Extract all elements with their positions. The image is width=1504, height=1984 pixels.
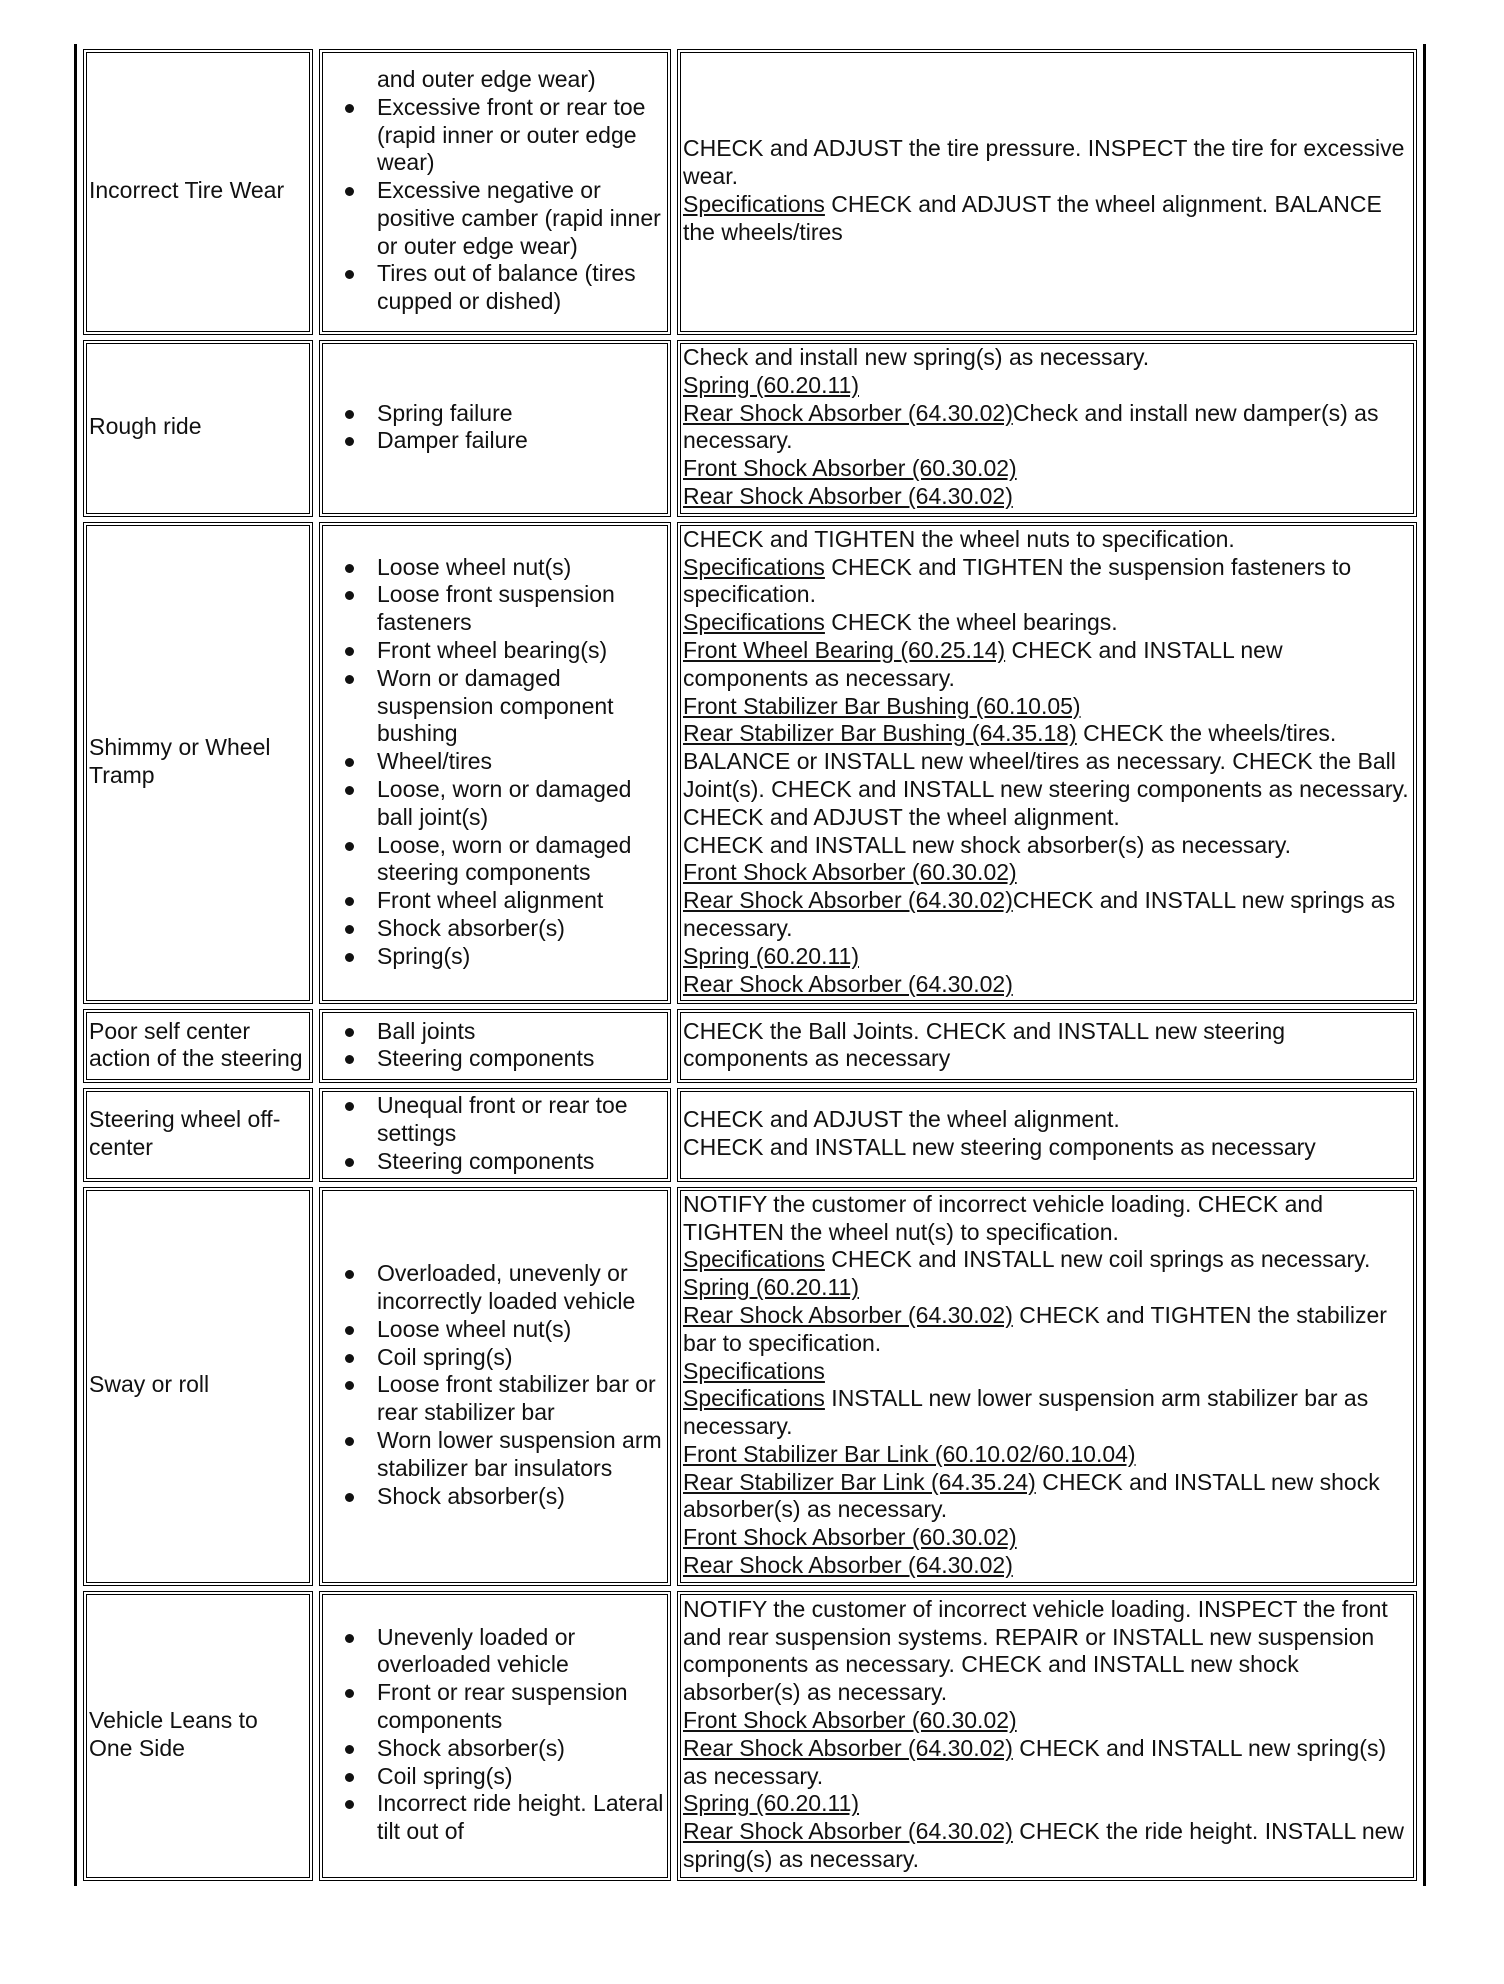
action-cell (677, 1088, 1417, 1181)
action-cell (677, 522, 1417, 1005)
cause-list-item: Coil spring(s) (377, 1344, 665, 1372)
procedure-link[interactable]: Rear Shock Absorber (64.30.02) (683, 1818, 1013, 1845)
action-text: CHECK and ADJUST the wheel alignment. BALANCE the wheels/tires (683, 191, 1382, 245)
possible-cause-cell (319, 49, 671, 335)
cause-list-item: Damper failure (377, 427, 665, 455)
action-text: NOTIFY the customer of incorrect vehicle loading. CHECK and TIGHTEN the wheel nut(s) to specification. (683, 1190, 1324, 1245)
cause-list-item: and outer edge wear) (377, 65, 596, 92)
procedure-link[interactable]: Spring (60.20.11) (683, 1790, 860, 1817)
procedure-link[interactable]: Front Stabilizer Bar Link (60.10.02/60.10.04) (683, 1440, 1136, 1467)
symptom-cell: Poor self center action of the steering (83, 1009, 313, 1083)
table-row (83, 522, 1417, 1005)
procedure-link[interactable]: Specifications (683, 1385, 825, 1412)
action-text: CHECK and ADJUST the wheel alignment. (683, 1106, 1120, 1133)
procedure-link[interactable]: Specifications (683, 1246, 825, 1273)
symptom-cell: Incorrect Tire Wear (83, 49, 313, 335)
cause-list-item: Shock absorber(s) (377, 915, 665, 943)
procedure-link[interactable]: Rear Shock Absorber (64.30.02) (683, 970, 1013, 997)
procedure-link[interactable]: Rear Shock Absorber (64.30.02) (683, 482, 1013, 509)
action-cell (677, 1591, 1417, 1881)
cause-list-item: Coil spring(s) (377, 1763, 665, 1791)
possible-cause-cell (319, 1591, 671, 1881)
procedure-link[interactable]: Spring (60.20.11) (683, 371, 860, 398)
symptom-cell: Steering wheel off-center (83, 1088, 313, 1181)
possible-cause-cell (319, 1009, 671, 1083)
cause-list-item: Excessive negative or positive camber (rapid inner or outer edge wear) (377, 177, 665, 260)
procedure-link[interactable]: Specifications (683, 191, 825, 217)
action-text: CHECK the wheel bearings. (824, 609, 1118, 636)
symptom-cell: Shimmy or Wheel Tramp (83, 522, 313, 1005)
action-text: CHECK the ride height. INSTALL new spring(s) as necessary. (683, 1818, 1405, 1873)
procedure-link[interactable]: Specifications (683, 553, 825, 580)
cause-list-item: Excessive front or rear toe (rapid inner or outer edge wear) (377, 94, 665, 177)
cause-list-item: Spring(s) (377, 943, 665, 971)
action-text: CHECK and INSTALL new steering components as necessary (683, 1134, 1316, 1161)
cause-list (325, 400, 665, 456)
action-text: CHECK the Ball Joints. CHECK and INSTALL new steering components as necessary (683, 1017, 1286, 1072)
procedure-link[interactable]: Front Shock Absorber (60.30.02) (683, 1707, 1017, 1734)
procedure-link[interactable]: Front Shock Absorber (60.30.02) (683, 859, 1017, 886)
cause-list-item: Overloaded, unevenly or incorrectly loaded vehicle (377, 1260, 665, 1316)
action-text: CHECK and INSTALL new spring(s) as necessary. (683, 1734, 1387, 1789)
action-text: Check and install new spring(s) as necessary. (683, 344, 1150, 370)
cause-list-item: Steering components (377, 1148, 665, 1176)
cause-list-item: Steering components (377, 1045, 665, 1073)
diagnosis-table-body (83, 49, 1417, 1881)
cause-list-item: Loose front stabilizer bar or rear stabilizer bar (377, 1371, 665, 1427)
action-text: Check and install new damper(s) as necessary. (683, 399, 1379, 454)
procedure-link[interactable]: Front Shock Absorber (60.30.02) (683, 1524, 1017, 1551)
cause-list-item: Spring failure (377, 400, 665, 428)
action-text: CHECK and TIGHTEN the wheel nuts to specification. (683, 525, 1235, 552)
table-row (83, 1591, 1417, 1881)
cause-list-item: Unequal front or rear toe settings (377, 1092, 665, 1148)
action-text: INSTALL new lower suspension arm stabilizer bar as necessary. (683, 1385, 1369, 1440)
action-text: CHECK and INSTALL new components as necessary. (683, 636, 1283, 691)
table-row (83, 1187, 1417, 1586)
cause-list-item: Unevenly loaded or overloaded vehicle (377, 1624, 665, 1680)
symptom-cell: Sway or roll (83, 1187, 313, 1586)
cause-list (325, 1624, 665, 1846)
procedure-link[interactable]: Specifications (683, 1357, 825, 1384)
procedure-link[interactable]: Spring (60.20.11) (683, 942, 860, 969)
cause-list-item: Front or rear suspension components (377, 1679, 665, 1735)
procedure-link[interactable]: Rear Stabilizer Bar Bushing (64.35.18) (683, 720, 1077, 747)
cause-list-item: Tires out of balance (tires cupped or dished) (377, 260, 665, 316)
table-row (83, 49, 1417, 335)
table-row (83, 1088, 1417, 1181)
procedure-link[interactable]: Front Wheel Bearing (60.25.14) (683, 636, 1006, 663)
cause-list-item: Wheel/tires (377, 748, 665, 776)
diagnosis-table (74, 44, 1426, 1886)
procedure-link[interactable]: Front Stabilizer Bar Bushing (60.10.05) (683, 692, 1081, 719)
cause-list (325, 66, 665, 316)
cause-list (325, 554, 665, 971)
action-text: CHECK and INSTALL new coil springs as necessary. (824, 1246, 1371, 1273)
action-cell (677, 49, 1417, 335)
action-cell (677, 1009, 1417, 1083)
cause-list-item: Ball joints (377, 1018, 665, 1046)
cause-list-item: Front wheel bearing(s) (377, 637, 665, 665)
possible-cause-cell (319, 522, 671, 1005)
action-cell (677, 340, 1417, 517)
procedure-link[interactable]: Rear Shock Absorber (64.30.02) (683, 1301, 1013, 1328)
cause-list-item: Front wheel alignment (377, 887, 665, 915)
action-text: NOTIFY the customer of incorrect vehicle loading. INSPECT the front and rear suspension systems. REPAIR or INSTALL new suspension components as necessary. CHECK and INSTALL new shock absorber(s) as necessary. (683, 1595, 1388, 1706)
procedure-link[interactable]: Rear Stabilizer Bar Link (64.35.24) (683, 1468, 1036, 1495)
procedure-link[interactable]: Rear Shock Absorber (64.30.02) (683, 1552, 1013, 1579)
cause-list-item: Shock absorber(s) (377, 1483, 665, 1511)
cause-list-item: Loose wheel nut(s) (377, 1316, 665, 1344)
cause-list-item: Loose wheel nut(s) (377, 554, 665, 582)
symptom-cell: Vehicle Leans to One Side (83, 1591, 313, 1881)
procedure-link[interactable]: Front Shock Absorber (60.30.02) (683, 455, 1017, 482)
cause-list-item: Worn or damaged suspension component bushing (377, 665, 665, 748)
cause-list-item: Loose, worn or damaged ball joint(s) (377, 776, 665, 832)
cause-list-item: Worn lower suspension arm stabilizer bar insulators (377, 1427, 665, 1483)
procedure-link[interactable]: Rear Shock Absorber (64.30.02) (683, 1734, 1013, 1761)
possible-cause-cell (319, 1187, 671, 1586)
cause-list-item: Loose front suspension fasteners (377, 581, 665, 637)
cause-list (325, 1018, 665, 1074)
cause-list-item: Shock absorber(s) (377, 1735, 665, 1763)
symptom-cell: Rough ride (83, 340, 313, 517)
table-row (83, 1009, 1417, 1083)
cause-list (325, 1092, 665, 1175)
cause-list-item: Loose, worn or damaged steering components (377, 832, 665, 888)
action-text: CHECK and INSTALL new shock absorber(s) as necessary. (683, 831, 1292, 858)
action-text: CHECK and TIGHTEN the stabilizer bar to specification. (683, 1301, 1387, 1356)
table-row (83, 340, 1417, 517)
action-text: CHECK and ADJUST the tire pressure. INSPECT the tire for excessive wear. (683, 135, 1405, 190)
possible-cause-cell (319, 1088, 671, 1181)
action-text: CHECK and INSTALL new shock absorber(s) as necessary. (683, 1468, 1380, 1523)
procedure-link[interactable]: Rear Shock Absorber (64.30.02) (683, 399, 1013, 426)
procedure-link[interactable]: Rear Shock Absorber (64.30.02) (683, 887, 1013, 914)
action-text: CHECK the wheels/tires. BALANCE or INSTALL new wheel/tires as necessary. CHECK the Ball Joint(s). CHECK and INSTALL new steering components as necessary. CHECK and ADJUST the wheel alignment. (683, 720, 1409, 830)
action-text: CHECK and INSTALL new springs as necessary. (683, 887, 1396, 941)
action-text: CHECK and TIGHTEN the suspension fasteners to specification. (683, 553, 1352, 608)
cause-list (325, 1260, 665, 1510)
cause-list-item: Incorrect ride height. Lateral tilt out of (377, 1790, 664, 1845)
possible-cause-cell (319, 340, 671, 517)
action-cell (677, 1187, 1417, 1586)
procedure-link[interactable]: Spring (60.20.11) (683, 1274, 860, 1301)
procedure-link[interactable]: Specifications (683, 609, 825, 636)
